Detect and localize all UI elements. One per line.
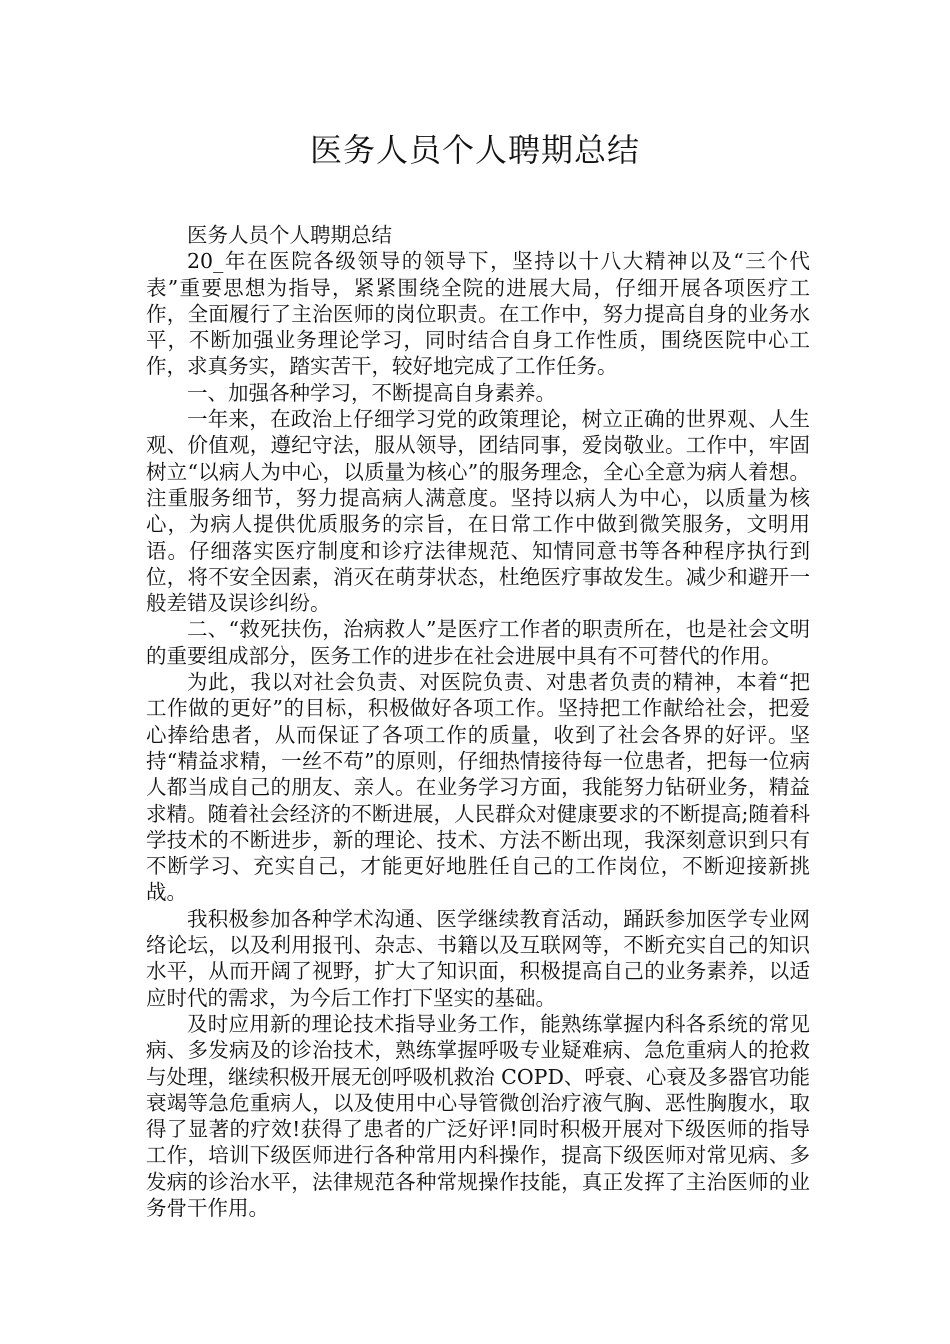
paragraph-responsibility: 为此，我以对社会负责、对医院负责、对患者负责的精神，本着“把工作做的更好”的目标，积极做好各项工作。坚持把工作献给社会，把爱心捧给患者，从而保证了各项工作的质量，收到了社会各界的好评。坚持“精益求精，一丝不苟”的原则，仔细热情接待每一位患者，把每一位病人都当成自己的朋友、亲人。在业务学习方面，我能努力钻研业务，精益求精。随着社会经济的不断进展，人民群众对健康要求的不断提高;随着科学技术的不断进步，新的理论、技术、方法不断出现，我深刻意识到只有不断学习、充实自己，才能更好地胜任自己的工作岗位，不断迎接新挑战。 [146, 670, 810, 905]
document-body [146, 222, 810, 1221]
paragraph-subtitle: 医务人员个人聘期总结 [187, 223, 392, 247]
section-heading-1: 一、加强各种学习，不断提高自身素养。 [187, 380, 556, 405]
document-title: 医务人员个人聘期总结 [309, 131, 640, 169]
paragraph-academic-activities: 我积极参加各种学术沟通、医学继续教育活动，踊跃参加医学专业网络论坛，以及利用报刊、杂志、书籍以及互联网等，不断充实自己的知识水平，从而开阔了视野，扩大了知识面，积极提高自己的业务素养，以适应时代的需求，为今后工作打下坚实的基础。 [146, 906, 810, 1010]
paragraph-political-study: 一年来，在政治上仔细学习党的政策理论，树立正确的世界观、人生观、价值观，遵纪守法，服从领导，团结同事，爱岗敬业。工作中，牢固树立“以病人为中心，以质量为核心”的服务理念，全心全意为病人着想。注重服务细节，努力提高病人满意度。坚持以病人为中心，以质量为核心，为病人提供优质服务的宗旨，在日常工作中做到微笑服务，文明用语。仔细落实医疗制度和诊疗法律规范、知情同意书等各种程序执行到位，将不安全因素，消灭在萌芽状态，杜绝医疗事故发生。减少和避开一般差错及误诊纠纷。 [146, 407, 810, 616]
paragraph-intro: 20_年在医院各级领导的领导下，坚持以十八大精神以及“三个代表”重要思想为指导，紧紧围绕全院的进展大局，仔细开展各项医疗工作，全面履行了主治医师的岗位职责。在工作中，努力提高自身的业务水平，不断加强业务理论学习，同时结合自身工作性质，围绕医院中心工作，求真务实，踏实苦干，较好地完成了工作任务。 [146, 249, 810, 379]
paragraph-clinical-practice: 及时应用新的理论技术指导业务工作，能熟练掌握内科各系统的常见病、多发病及的诊治技术，熟练掌握呼吸专业疑难病、急危重病人的抢救与处理，继续积极开展无创呼吸机救治 COPD、呼衰、心衰及多器官功能衰竭等急危重病人，以及使用中心导管微创治疗液气胸、恶性胸腹水，取得了显著的疗效!获得了患者的广泛好评!同时积极开展对下级医师的指导工作，培训下级医师进行各种常用内科操作，提高下级医师对常见病、多发病的诊治水平，法律规范各种常规操作技能，真正发挥了主治医师的业务骨干作用。 [146, 1011, 810, 1220]
section-heading-2: 二、“救死扶伤，治病救人”是医疗工作者的职责所在，也是社会文明的重要组成部分，医务工作的进步在社会进展中具有不可替代的作用。 [146, 617, 810, 668]
